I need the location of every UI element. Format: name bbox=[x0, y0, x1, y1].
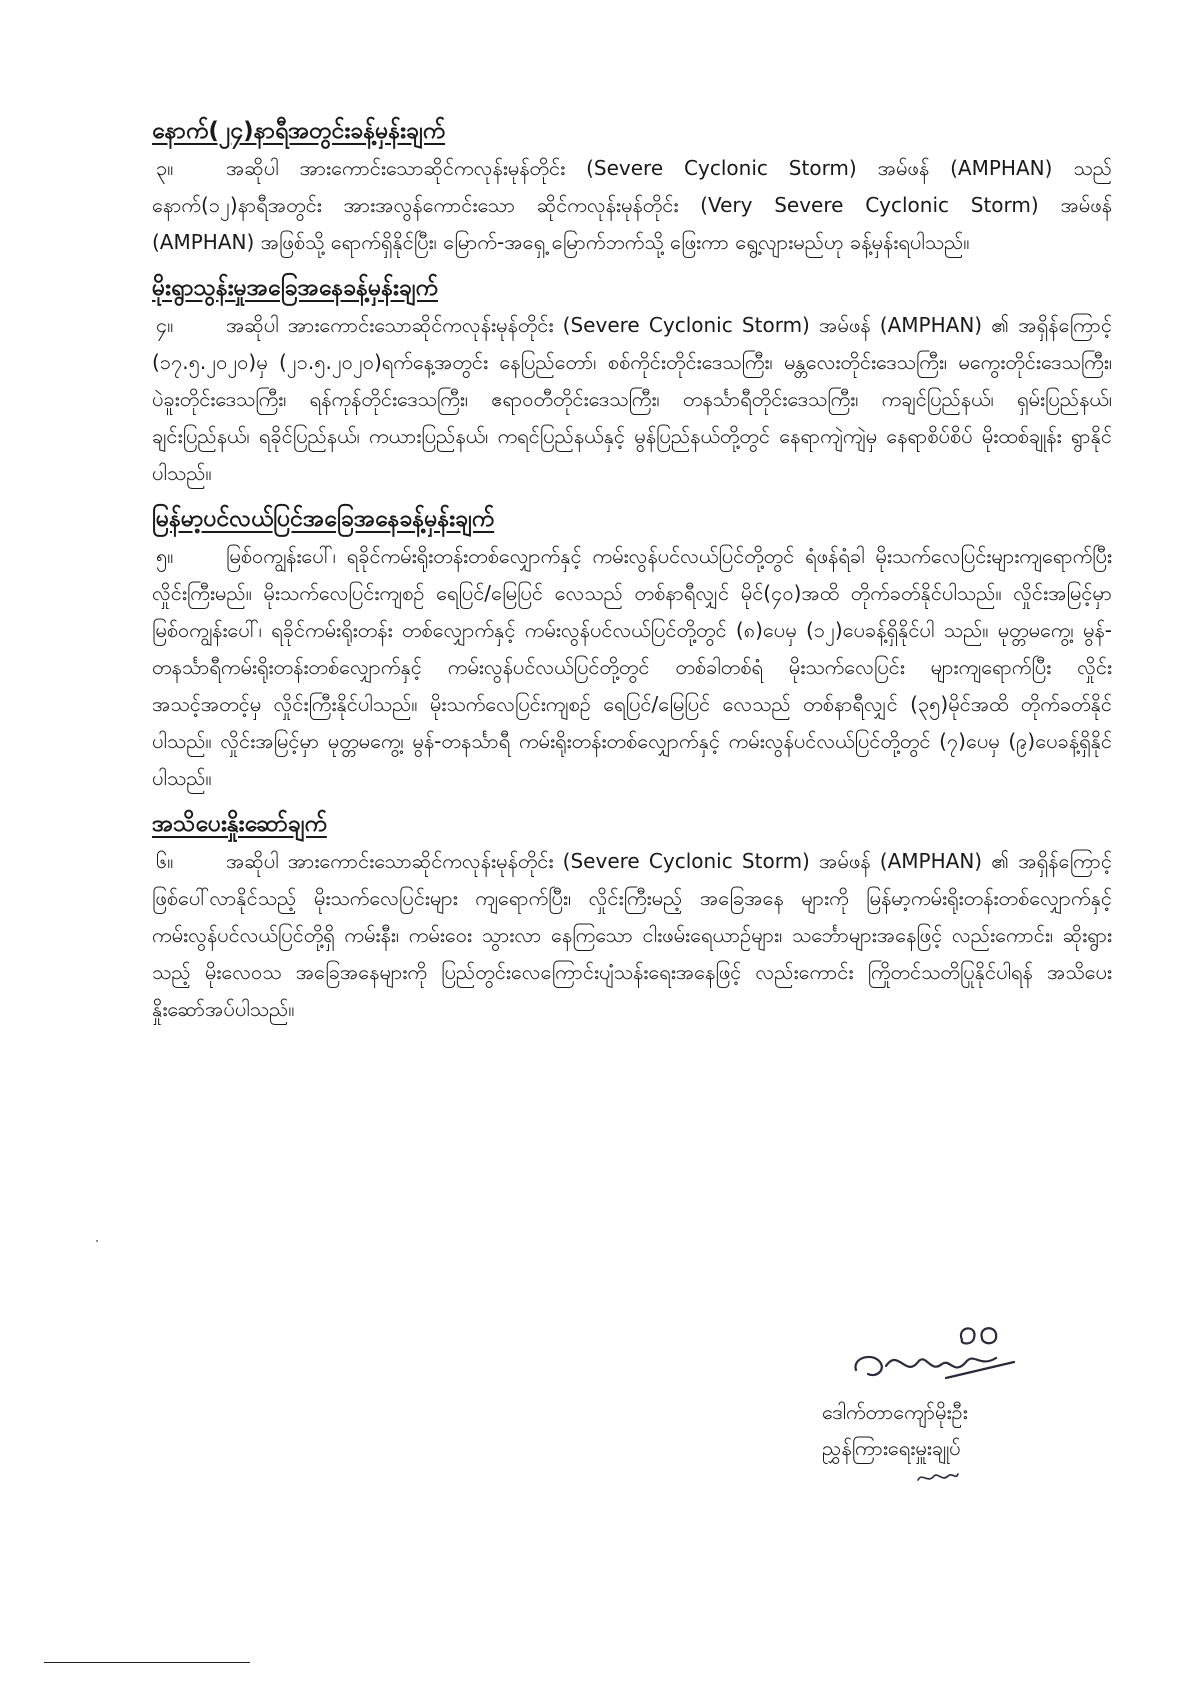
paragraph-number: ၅။ bbox=[156, 544, 174, 568]
section-sea-forecast bbox=[152, 504, 1112, 797]
signatory-name: ဒေါက်တာကျော်မိုးဦး bbox=[822, 1400, 968, 1424]
paragraph-text: အဆိုပါ အားကောင်းသောဆိုင်ကလုန်းမုန်တိုင်း (Severe Cyclonic Storm) အမ်ဖန် (AMPHAN) ၏ အရှိန်ကြောင့် (၁၇.၅.၂၀၂၀)မှ (၂၁.၅.၂၀၂၀)ရက်နေ့အတွင်း နေပြည်တော်၊ စစ်ကိုင်းတိုင်းဒေသကြီး၊ မန္တလေးတိုင်းဒေသကြီး၊ မကွေးတိုင်းဒေသကြီး၊ ပဲခူးတိုင်းဒေသကြီး၊ ရန်ကုန်တိုင်းဒေသကြီး၊ ဧရာဝတီတိုင်းဒေသကြီး၊ တနင်္သာရီတိုင်းဒေသကြီး၊ ကချင်ပြည်နယ်၊ ရှမ်းပြည်နယ်၊ ချင်းပြည်နယ်၊ ရခိုင်ပြည်နယ်၊ ကယားပြည်နယ်၊ ကရင်ပြည်နယ်နှင့် မွန်ပြည်နယ်တို့တွင် နေရာကျဲကျဲမှ နေရာစိပ်စိပ် မိုးထစ်ချုန်း ရွာနိုင်ပါသည်။ bbox=[152, 313, 1112, 485]
paragraph-text: အဆိုပါ အားကောင်းသောဆိုင်ကလုန်းမုန်တိုင်း (Severe Cyclonic Storm) အမ်ဖန် (AMPHAN) သည် နောက်(၁၂)နာရီအတွင်း အားအလွန်ကောင်းသော ဆိုင်ကလုန်းမုန်တိုင်း (Very Severe Cyclonic Storm) အမ်ဖန် (AMPHAN) အဖြစ်သို့ ရောက်ရှိနိုင်ပြီး၊ မြောက်-အရှေ့ မြောက်ဘက်သို့ ဖြေးကာ ရွေ့လျားမည်ဟု ခန့်မှန်းရပါသည်။ bbox=[152, 156, 1112, 254]
section-rainfall-forecast bbox=[152, 273, 1112, 492]
paragraph-number: ၄။ bbox=[156, 313, 174, 337]
section-heading: မိုးရွာသွန်းမှုအခြေအနေခန့်မှန်းချက် bbox=[152, 275, 438, 301]
paragraph-text: မြစ်ဝကျွန်းပေါ်၊ ရခိုင်ကမ်းရိုးတန်းတစ်လျှောက်နှင့် ကမ်းလွန်ပင်လယ်ပြင်တို့တွင် ရံဖန်ရံခါ မိုးသက်လေပြင်းများကျရောက်ပြီး လှိုင်းကြီးမည်။ မိုးသက်လေပြင်းကျစဉ် ရေပြင်/မြေပြင် လေသည် တစ်နာရီလျှင် မိုင်(၄၀)အထိ တိုက်ခတ်နိုင်ပါသည်။ လှိုင်းအမြင့်မှာ မြစ်ဝကျွန်းပေါ်၊ ရခိုင်ကမ်းရိုးတန်း တစ်လျှောက်နှင့် ကမ်းလွန်ပင်လယ်ပြင်တို့တွင် (၈)ပေမှ (၁၂)ပေခန့်ရှိနိုင်ပါ သည်။ မုတ္တမကွေ့၊ မွန်-တနင်္သာရီကမ်းရိုးတန်းတစ်လျှောက်နှင့် ကမ်းလွန်ပင်လယ်ပြင်တို့တွင် တစ်ခါတစ်ရံ မိုးသက်လေပြင်း များကျရောက်ပြီး လှိုင်းအသင့်အတင့်မှ လှိုင်းကြီးနိုင်ပါသည်။ မိုးသက်လေပြင်းကျစဉ် ရေပြင်/မြေပြင် လေသည် တစ်နာရီလျှင် (၃၅)မိုင်အထိ တိုက်ခတ်နိုင်ပါသည်။ လှိုင်းအမြင့်မှာ မုတ္တမကွေ့၊ မွန်-တနင်္သာရီ ကမ်းရိုးတန်းတစ်လျှောက်နှင့် ကမ်းလွန်ပင်လယ်ပြင်တို့တွင် (၇)ပေမှ (၉)ပေခန့်ရှိနိုင်ပါသည်။ bbox=[152, 544, 1112, 790]
stray-mark bbox=[96, 1240, 98, 1242]
handwritten-initial-icon bbox=[914, 1466, 962, 1488]
section-heading: မြန်မာ့ပင်လယ်ပြင်အခြေအနေခန့်မှန်းချက် bbox=[152, 506, 495, 532]
signatory-title: ညွှန်ကြားရေးမှူးချုပ် bbox=[822, 1436, 961, 1460]
signature-block bbox=[822, 1318, 1122, 1492]
section-paragraph bbox=[152, 843, 1112, 1028]
paragraph-number: ၆။ bbox=[156, 849, 174, 873]
paragraph-number: ၃။ bbox=[156, 156, 174, 180]
section-paragraph bbox=[152, 307, 1112, 492]
footnote-divider bbox=[44, 1662, 250, 1663]
section-paragraph bbox=[152, 538, 1112, 797]
handwritten-signature-icon bbox=[846, 1318, 1026, 1390]
section-heading: နောက်(၂၄)နာရီအတွင်းခန့်မှန်းချက် bbox=[152, 118, 446, 144]
document-body bbox=[152, 116, 1112, 1040]
section-advisory bbox=[152, 809, 1112, 1028]
section-heading: အသိပေးနှိုးဆော်ချက် bbox=[152, 811, 327, 837]
paragraph-text: အဆိုပါ အားကောင်းသောဆိုင်ကလုန်းမုန်တိုင်း (Severe Cyclonic Storm) အမ်ဖန် (AMPHAN) ၏ အရှိန်ကြောင့် ဖြစ်ပေါ်လာနိုင်သည့် မိုးသက်လေပြင်းများ ကျရောက်ပြီး၊ လှိုင်းကြီးမည့် အခြေအနေ များကို မြန်မာ့ကမ်းရိုးတန်းတစ်လျှောက်နှင့် ကမ်းလွန်ပင်လယ်ပြင်တို့ရှိ ကမ်းနီး၊ ကမ်းဝေး သွားလာ နေကြသော ငါးဖမ်းရေယာဉ်များ၊ သင်္ဘောများအနေဖြင့် လည်းကောင်း၊ ဆိုးရွားသည့် မိုးလေဝသ အခြေအနေများကို ပြည်တွင်းလေကြောင်းပျံသန်းရေးအနေဖြင့် လည်းကောင်း ကြိုတင်သတိပြုနိုင်ပါရန် အသိပေး နှိုးဆော်အပ်ပါသည်။ bbox=[152, 849, 1112, 1021]
section-paragraph bbox=[152, 150, 1112, 261]
section-forecast-24h bbox=[152, 116, 1112, 261]
